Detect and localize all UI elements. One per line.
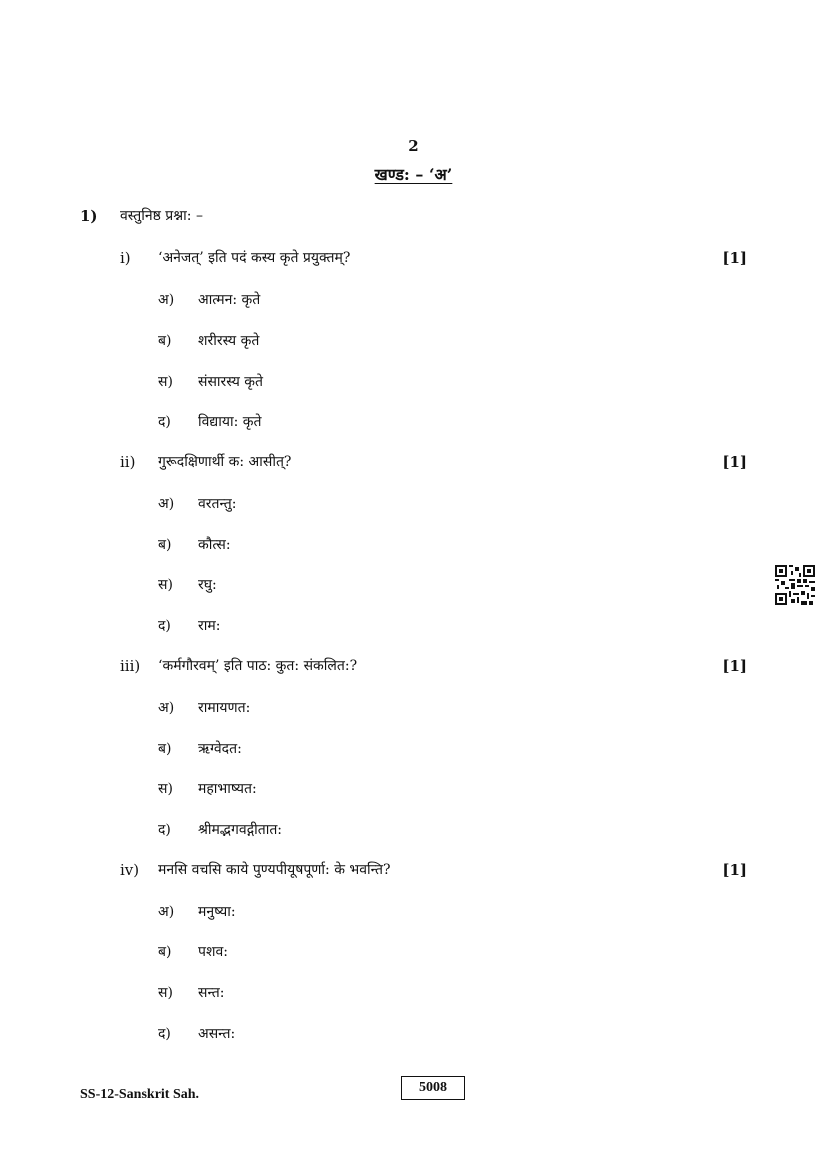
footer-box-number: 5008 bbox=[401, 1076, 465, 1100]
section-title-text: खण्ड: – ‘अ’ bbox=[374, 165, 453, 184]
option-text: रामायणत: bbox=[198, 700, 251, 716]
option-label: ब) bbox=[158, 741, 172, 757]
option-text: आत्मन: कृते bbox=[198, 292, 261, 308]
subquestion-number: ii) bbox=[120, 453, 136, 471]
subquestion-text: ‘कर्मगौरवम्’ इति पाठ: कुत: संकलित:? bbox=[158, 658, 358, 674]
subquestion-text: गुरूदक्षिणार्थी क: आसीत्? bbox=[158, 454, 292, 470]
footer-exam-code: SS-12-Sanskrit Sah. bbox=[80, 1087, 200, 1102]
option-text: सन्त: bbox=[198, 985, 225, 1001]
subquestion-number: iv) bbox=[120, 861, 140, 879]
option-text: महाभाष्यत: bbox=[198, 781, 257, 797]
marks-label: [1] bbox=[722, 861, 747, 879]
option-text: राम: bbox=[198, 618, 221, 634]
option-text: पशव: bbox=[198, 944, 228, 960]
option-label: अ) bbox=[158, 700, 175, 716]
question-heading: वस्तुनिष्ठ प्रश्ना: – bbox=[120, 208, 203, 224]
option-label: स) bbox=[158, 374, 173, 390]
question-number: 1) bbox=[80, 207, 98, 225]
option-label: स) bbox=[158, 577, 173, 593]
option-text: मनुष्या: bbox=[198, 904, 236, 920]
option-text: श्रीमद्भगवद्गीतात: bbox=[198, 822, 283, 838]
option-text: असन्त: bbox=[198, 1026, 236, 1042]
option-text: कौत्स: bbox=[198, 537, 231, 553]
option-label: स) bbox=[158, 781, 173, 797]
marks-label: [1] bbox=[722, 453, 747, 471]
qr-code-icon bbox=[775, 565, 815, 605]
option-label: ब) bbox=[158, 537, 172, 553]
option-text: रघु: bbox=[198, 577, 217, 593]
marks-label: [1] bbox=[722, 249, 747, 267]
option-label: अ) bbox=[158, 904, 175, 920]
option-label: द) bbox=[158, 1026, 171, 1042]
section-title bbox=[0, 163, 827, 185]
subquestion-text: ‘अनेजत्’ इति पदं कस्य कृते प्रयुक्तम्? bbox=[158, 250, 351, 266]
page-number: 2 bbox=[408, 137, 419, 155]
subquestion-number: iii) bbox=[120, 657, 141, 675]
option-label: द) bbox=[158, 618, 171, 634]
subquestion-number: i) bbox=[120, 249, 131, 267]
subquestion-text: मनसि वचसि काये पुण्यपीयूषपूर्णा: के भवन्ति? bbox=[158, 862, 391, 878]
option-text: विद्याया: कृते bbox=[198, 414, 262, 430]
option-label: द) bbox=[158, 414, 171, 430]
option-label: स) bbox=[158, 985, 173, 1001]
option-label: द) bbox=[158, 822, 171, 838]
option-text: शरीरस्य कृते bbox=[198, 333, 260, 349]
option-text: ऋग्वेदत: bbox=[198, 741, 242, 757]
option-label: ब) bbox=[158, 333, 172, 349]
option-label: ब) bbox=[158, 944, 172, 960]
option-text: संसारस्य कृते bbox=[198, 374, 264, 390]
option-text: वरतन्तु: bbox=[198, 496, 237, 512]
option-label: अ) bbox=[158, 292, 175, 308]
marks-label: [1] bbox=[722, 657, 747, 675]
option-label: अ) bbox=[158, 496, 175, 512]
